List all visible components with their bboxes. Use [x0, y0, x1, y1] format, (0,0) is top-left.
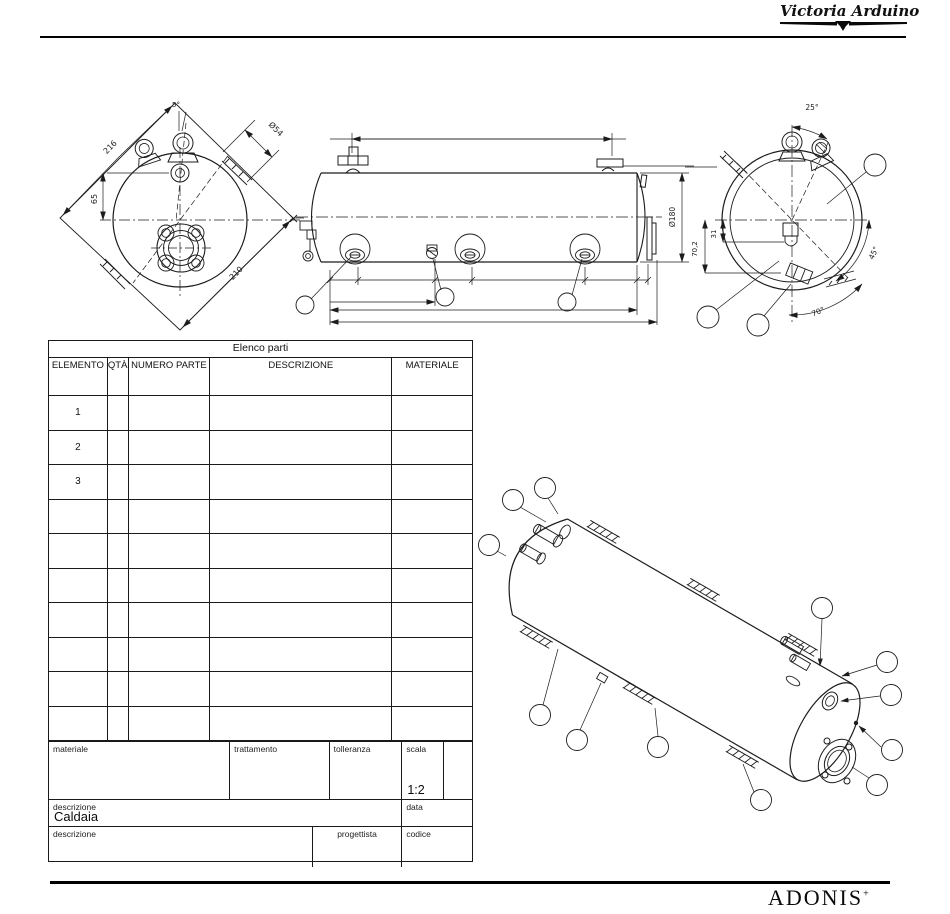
callout-balloon: [812, 598, 833, 619]
cell-elemento: [49, 707, 108, 741]
dim-45deg-label: 45°: [866, 245, 881, 261]
materiale-label: materiale: [53, 744, 88, 754]
cell-elemento: [49, 603, 108, 637]
scala-label: scala: [406, 744, 427, 754]
blank-cell: [444, 742, 472, 800]
trattamento-cell: [230, 742, 330, 800]
footer-brand-sup: +: [863, 888, 869, 900]
dim-210-label: 210: [227, 264, 245, 282]
callout-balloon: [648, 737, 669, 758]
scala-value: 1:2: [407, 783, 425, 797]
trattamento-label: trattamento: [234, 744, 278, 754]
parts-list-rows: [49, 396, 472, 740]
table-row: [49, 603, 472, 638]
callout-balloon: [558, 293, 576, 311]
isometric-view-drawing: [475, 455, 950, 825]
dim-65-label: 65: [90, 193, 99, 205]
parts-list-header-row: [49, 358, 472, 396]
materiale-cell: [49, 742, 230, 800]
callout-balloon: [864, 154, 886, 176]
callout-balloon: [881, 685, 902, 706]
cell-elemento: [49, 638, 108, 672]
table-row: [49, 431, 472, 466]
callout-balloon: [697, 306, 719, 328]
callout-balloon: [436, 288, 454, 306]
callout-balloon: [479, 535, 500, 556]
callout-balloons: [296, 257, 582, 314]
descrizione2-label: descrizione: [53, 829, 96, 839]
table-row: [49, 465, 472, 500]
parts-list-title: Elenco parti: [49, 341, 472, 358]
data-label: data: [406, 802, 423, 812]
dim-d180-label: Ø180: [668, 206, 677, 228]
cell-elemento: [49, 672, 108, 706]
table-row: [49, 569, 472, 604]
brand-logo-text: Victoria Arduino: [780, 2, 920, 20]
cell-elemento: 1: [49, 396, 108, 430]
col-header-numero-parte: NUMERO PARTE: [129, 358, 211, 395]
brand-wing-icon: [780, 20, 908, 33]
dim-5deg-label: 5°: [172, 101, 180, 109]
table-row: [49, 707, 472, 741]
footer-brand-text: ADONIS: [768, 885, 864, 910]
cell-elemento: [49, 500, 108, 534]
col-header-elemento: ELEMENTO: [49, 358, 108, 395]
tolleranza-cell: [330, 742, 403, 800]
data-cell: [402, 800, 472, 827]
callout-balloon: [877, 652, 898, 673]
col-header-descrizione: DESCRIZIONE: [210, 358, 392, 395]
cell-elemento: 2: [49, 431, 108, 465]
progettista-cell: [313, 827, 403, 867]
codice-label: codice: [406, 829, 431, 839]
progettista-label: progettista: [337, 829, 377, 839]
scala-cell: [402, 742, 444, 800]
col-header-materiale: MATERIALE: [405, 360, 459, 371]
callout-balloon: [751, 790, 772, 811]
dim-31-label: 31: [710, 229, 718, 239]
callout-balloon: [882, 740, 903, 761]
title-block: [49, 740, 472, 867]
end-view-drawing: [685, 85, 950, 350]
codice-cell: [402, 827, 472, 867]
cell-elemento: [49, 534, 108, 568]
callout-balloon: [296, 296, 314, 314]
dim-25deg-label: 25°: [805, 103, 819, 112]
footer-brand: [768, 885, 869, 911]
table-row: [49, 672, 472, 707]
table-row: [49, 534, 472, 569]
table-row: [49, 638, 472, 673]
dim-70deg-label: 70°: [810, 305, 826, 319]
front-view-drawing: [55, 85, 305, 345]
callout-balloon: [747, 314, 769, 336]
cell-elemento: [49, 569, 108, 603]
callout-balloon: [530, 705, 551, 726]
table-row: [49, 500, 472, 535]
brand-logo: [780, 2, 920, 33]
descrizione2-cell: [49, 827, 313, 867]
top-rule: [40, 36, 906, 38]
col-header-qta: QTÀ: [108, 358, 129, 395]
cell-elemento: 3: [49, 465, 108, 499]
callout-balloon: [503, 490, 524, 511]
bottom-rule: [50, 881, 890, 884]
side-view-drawing: [290, 125, 695, 340]
dim-d54-label: Ø54: [266, 120, 285, 139]
tolleranza-label: tolleranza: [333, 744, 371, 754]
callout-balloon: [535, 478, 556, 499]
dim-216-label: 216: [101, 138, 119, 156]
callout-balloon: [567, 730, 588, 751]
parts-list-table: [48, 340, 473, 862]
descrizione-cell: [49, 800, 402, 827]
callout-balloon: [867, 775, 888, 796]
descrizione-label: descrizione: [53, 802, 96, 812]
dim-70-2-label: 70,2: [691, 241, 699, 257]
descrizione-value: Caldaia: [54, 809, 99, 824]
table-row: [49, 396, 472, 431]
